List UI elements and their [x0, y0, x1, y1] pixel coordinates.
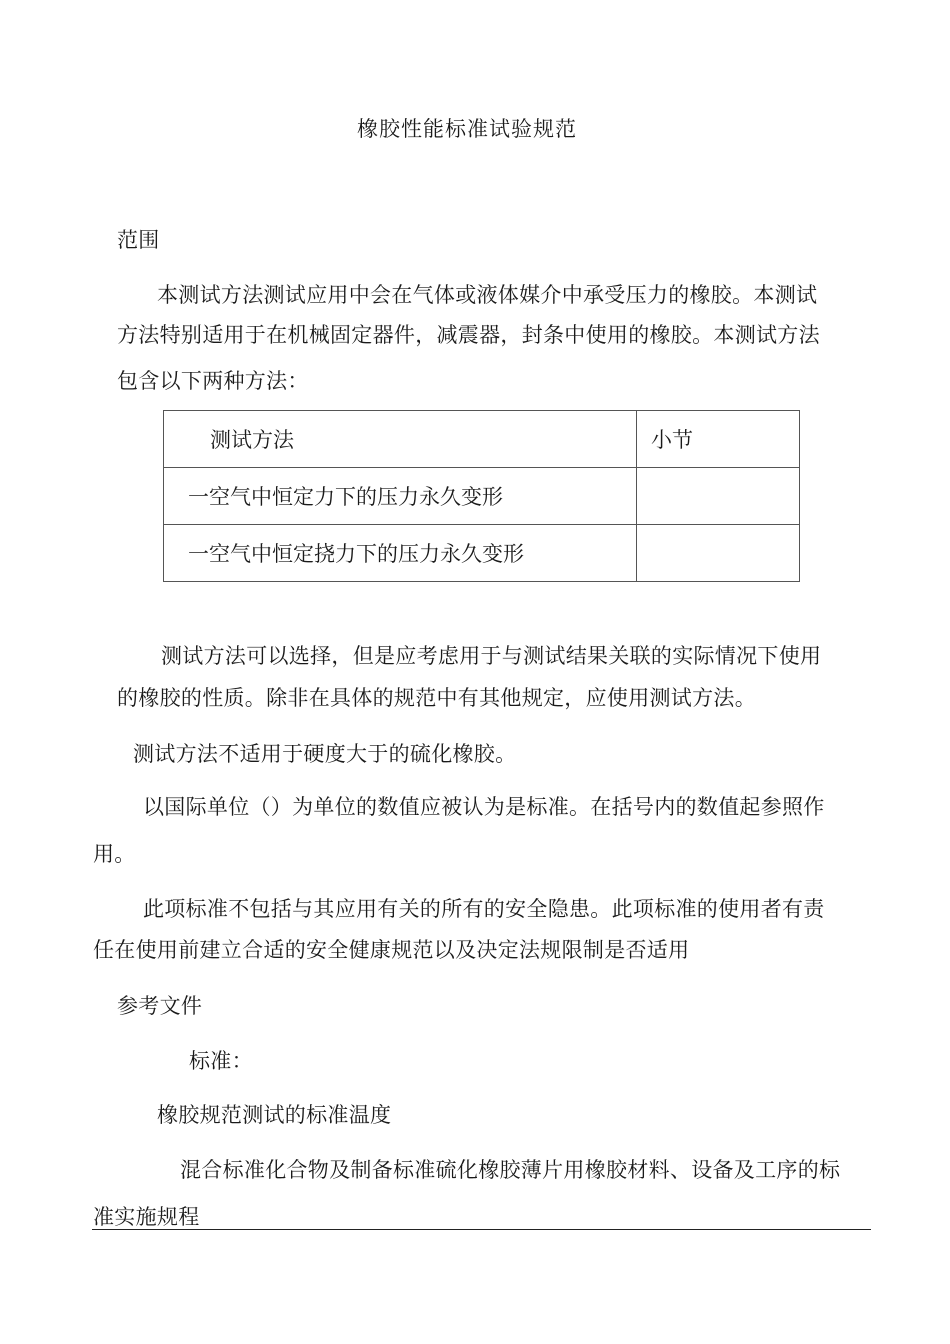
page-title: 橡胶性能标准试验规范	[357, 117, 577, 141]
table-cell-method: 一空气中恒定挠力下的压力永久变形	[164, 525, 637, 582]
safety-para-line-1: 此项标准不包括与其应用有关的所有的安全隐患。此项标准的使用者有责	[143, 897, 825, 921]
si-para-line-1: 以国际单位（）为单位的数值应被认为是标准。在括号内的数值起参照作	[143, 795, 825, 819]
table-cell-section	[637, 468, 800, 525]
si-para-line-2: 用。	[93, 842, 136, 866]
select-para-line-2: 的橡胶的性质。除非在具体的规范中有其他规定，应使用测试方法。	[117, 686, 756, 710]
table-header-row	[164, 411, 800, 468]
intro-line-1: 本测试方法测试应用中会在气体或液体媒介中承受压力的橡胶。本测试	[157, 283, 818, 307]
table-cell-section	[637, 525, 800, 582]
select-para-line-1: 测试方法可以选择，但是应考虑用于与测试结果关联的实际情况下使用	[161, 644, 822, 668]
intro-line-2: 方法特别适用于在机械固定器件，减震器，封条中使用的橡胶。本测试方法	[117, 323, 820, 347]
reference-item-line-2: 准实施规程	[93, 1205, 200, 1229]
table-row	[164, 525, 800, 582]
references-heading: 参考文件	[117, 994, 203, 1018]
standards-label: 标准：	[189, 1049, 253, 1073]
safety-para-line-2: 任在使用前建立合适的安全健康规范以及决定法规限制是否适用	[93, 938, 690, 962]
table-header-section: 小节	[637, 411, 800, 468]
scope-heading: 范围	[117, 228, 160, 252]
reference-item-line-1: 混合标准化合物及制备标准硫化橡胶薄片用橡胶材料、设备及工序的标	[180, 1158, 841, 1182]
methods-table	[163, 410, 800, 582]
not-applicable-para: 测试方法不适用于硬度大于的硫化橡胶。	[133, 742, 517, 766]
table-cell-method: 一空气中恒定力下的压力永久变形	[164, 468, 637, 525]
table-row	[164, 468, 800, 525]
reference-item: 橡胶规范测试的标准温度	[157, 1103, 392, 1127]
intro-line-3: 包含以下两种方法：	[117, 369, 309, 393]
footer-divider	[92, 1229, 871, 1230]
table-header-method: 测试方法	[164, 411, 637, 468]
